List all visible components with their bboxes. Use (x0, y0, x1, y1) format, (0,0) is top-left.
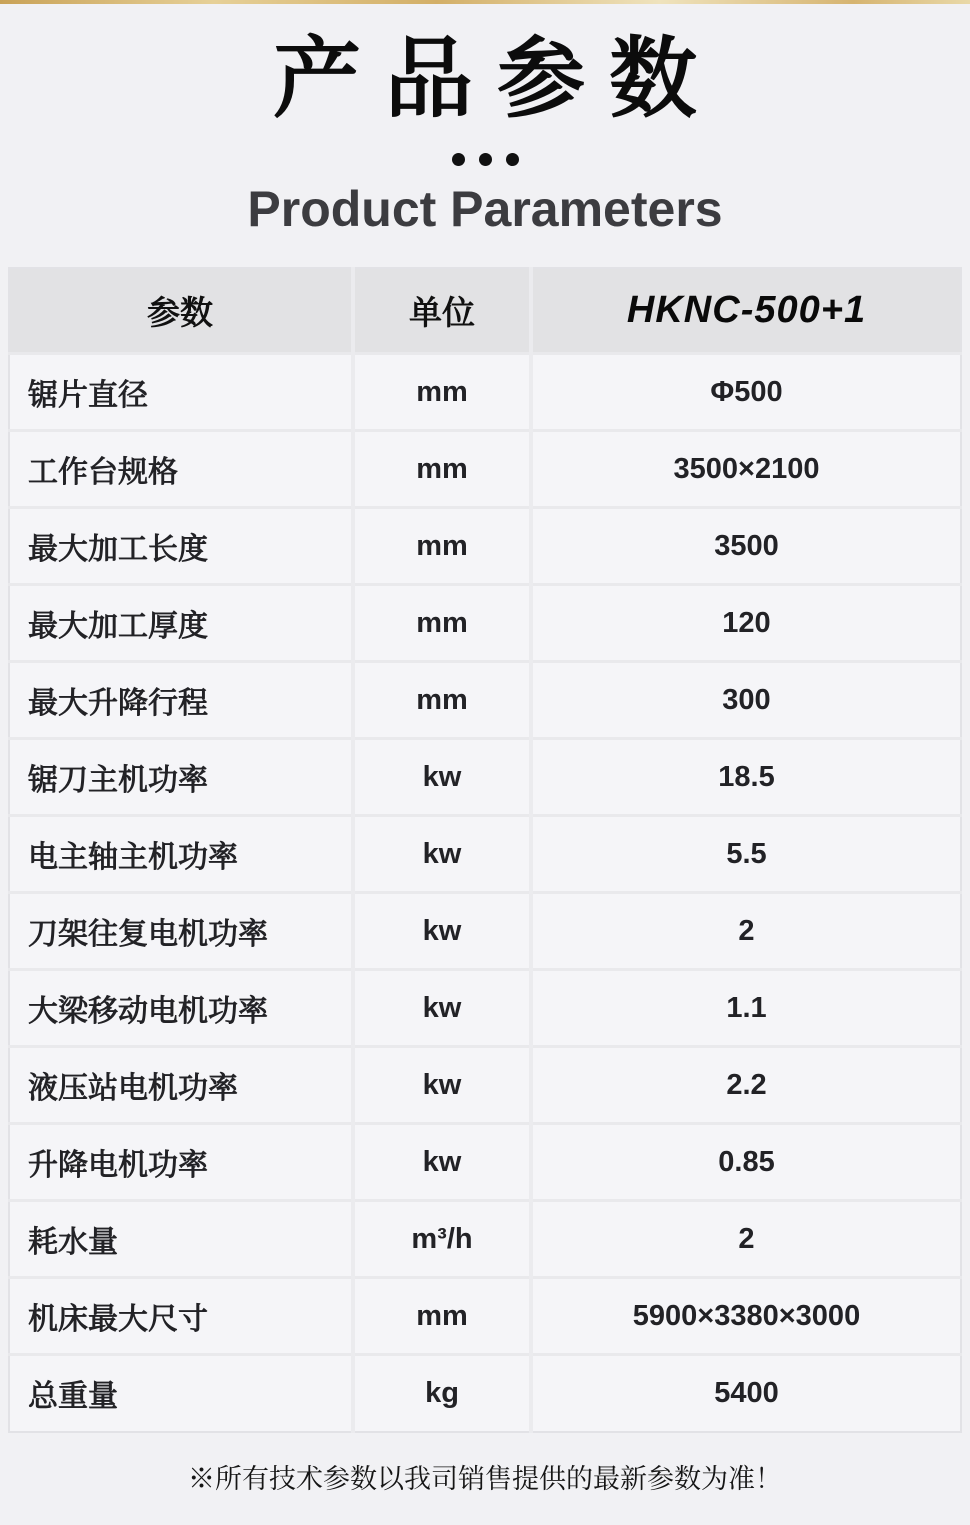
table-row (9, 1047, 961, 1124)
param-value: 120 (531, 585, 961, 662)
table-row (9, 1278, 961, 1355)
table-body (9, 354, 961, 1432)
param-label: 锯刀主机功率 (9, 739, 353, 816)
param-unit: kg (353, 1355, 531, 1432)
param-unit: mm (353, 354, 531, 431)
dot-icon (452, 153, 465, 166)
table-row (9, 585, 961, 662)
param-unit: mm (353, 431, 531, 508)
param-value: 300 (531, 662, 961, 739)
footer-note: ※所有技术参数以我司销售提供的最新参数为准！ (188, 1463, 782, 1494)
dots-divider (0, 153, 970, 166)
param-label: 液压站电机功率 (9, 1047, 353, 1124)
param-label: 电主轴主机功率 (9, 816, 353, 893)
param-unit: mm (353, 662, 531, 739)
param-value: Φ500 (531, 354, 961, 431)
param-label: 耗水量 (9, 1201, 353, 1278)
dot-icon (506, 153, 519, 166)
param-label: 大梁移动电机功率 (9, 970, 353, 1047)
param-value: 18.5 (531, 739, 961, 816)
top-accent-bar (0, 0, 970, 4)
param-value: 2.2 (531, 1047, 961, 1124)
page-title: 产品参数 (272, 29, 721, 128)
col-header-parameter: 参数 (9, 268, 353, 354)
param-unit: mm (353, 585, 531, 662)
table-row (9, 816, 961, 893)
param-value: 0.85 (531, 1124, 961, 1201)
table-row (9, 1355, 961, 1432)
table-row (9, 508, 961, 585)
param-label: 工作台规格 (9, 431, 353, 508)
param-value: 2 (531, 893, 961, 970)
param-value: 5.5 (531, 816, 961, 893)
table-row (9, 893, 961, 970)
table-row (9, 431, 961, 508)
param-unit: kw (353, 1047, 531, 1124)
table-header (9, 268, 961, 354)
param-unit: mm (353, 508, 531, 585)
param-value: 5400 (531, 1355, 961, 1432)
param-label: 总重量 (9, 1355, 353, 1432)
table-row (9, 354, 961, 431)
page-subtitle: Product Parameters (247, 180, 723, 237)
param-label: 最大升降行程 (9, 662, 353, 739)
param-label: 刀架往复电机功率 (9, 893, 353, 970)
param-label: 最大加工厚度 (9, 585, 353, 662)
param-value: 3500 (531, 508, 961, 585)
table-header-row (9, 268, 961, 354)
param-unit: kw (353, 739, 531, 816)
param-unit: kw (353, 816, 531, 893)
param-label: 最大加工长度 (9, 508, 353, 585)
param-unit: kw (353, 893, 531, 970)
param-unit: kw (353, 1124, 531, 1201)
param-value: 2 (531, 1201, 961, 1278)
dot-icon (479, 153, 492, 166)
col-header-unit: 单位 (353, 268, 531, 354)
param-value: 5900×3380×3000 (531, 1278, 961, 1355)
col-header-model: HKNC-500+1 (531, 268, 961, 354)
param-label: 机床最大尺寸 (9, 1278, 353, 1355)
param-unit: m³/h (353, 1201, 531, 1278)
param-label: 锯片直径 (9, 354, 353, 431)
param-value: 1.1 (531, 970, 961, 1047)
param-unit: mm (353, 1278, 531, 1355)
param-value: 3500×2100 (531, 431, 961, 508)
table-row (9, 1201, 961, 1278)
param-unit: kw (353, 970, 531, 1047)
table-row (9, 739, 961, 816)
table-row (9, 1124, 961, 1201)
parameters-table (8, 267, 962, 1433)
param-label: 升降电机功率 (9, 1124, 353, 1201)
table-row (9, 662, 961, 739)
table-row (9, 970, 961, 1047)
